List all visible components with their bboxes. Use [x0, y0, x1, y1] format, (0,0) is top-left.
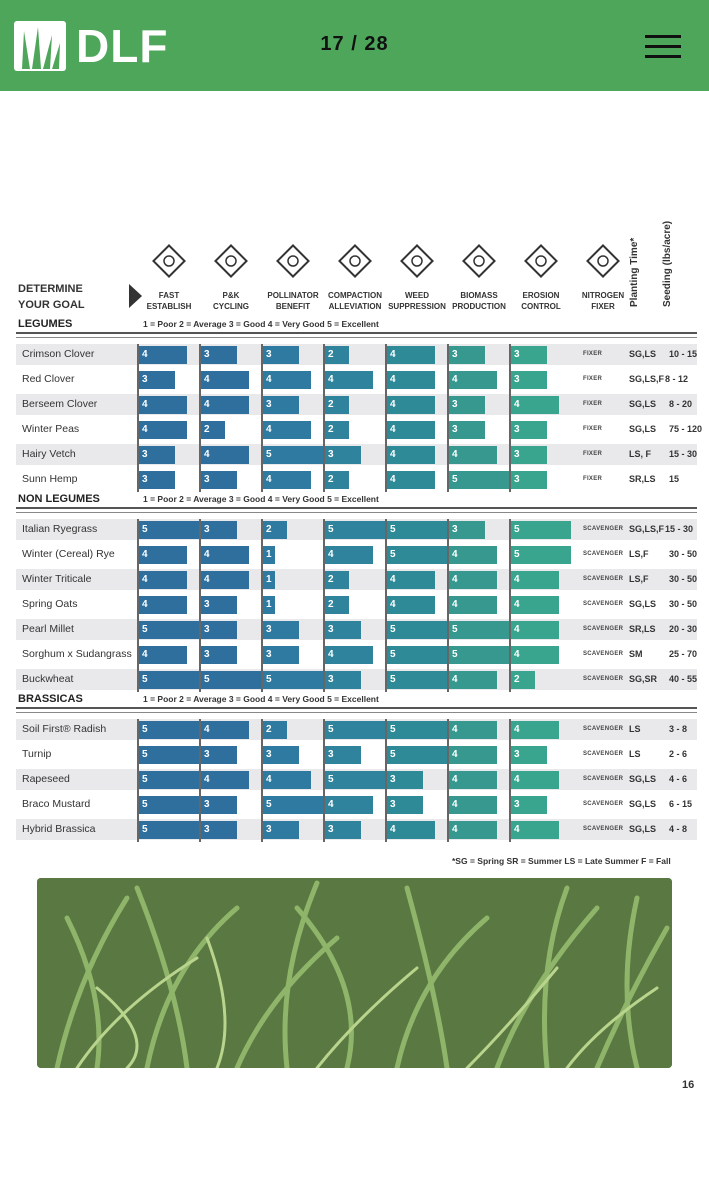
rating-bar: 4 — [263, 371, 311, 389]
column-separator — [509, 719, 511, 842]
rating-bar: 3 — [387, 796, 423, 814]
column-separator — [261, 719, 263, 842]
seeding-rate: 40 - 55 — [669, 674, 698, 684]
column-separator — [385, 719, 387, 842]
column-header-line: FIXER — [591, 302, 615, 311]
planting-time: LS — [629, 749, 641, 759]
rating-bar: 5 — [449, 646, 509, 664]
rating-bar: 4 — [449, 596, 497, 614]
rating-bar: 4 — [201, 546, 249, 564]
seeding-rate: 2 - 6 — [669, 749, 688, 759]
rating-bar: 5 — [263, 446, 323, 464]
planting-time: LS, F — [629, 449, 651, 459]
column-header — [571, 290, 635, 312]
rating-bar: 5 — [387, 546, 447, 564]
rating-bar: 2 — [201, 421, 225, 439]
column-header-line: PRODUCTION — [452, 302, 506, 311]
role-label: SCAVENGER — [583, 526, 624, 532]
rating-bar: 4 — [325, 371, 373, 389]
column-header-line: WEED — [405, 291, 429, 300]
rating-bar: 5 — [263, 796, 323, 814]
seeding-rate: 4 - 8 — [669, 824, 688, 834]
rating-bar: 4 — [325, 546, 373, 564]
rating-bar: 2 — [325, 471, 349, 489]
logo-text: DLF — [76, 20, 169, 72]
rating-bar: 4 — [449, 446, 497, 464]
planting-time: SM — [629, 649, 643, 659]
page-indicator: 17 / 28 — [320, 33, 389, 55]
rating-bar: 3 — [263, 746, 299, 764]
role-label: FIXER — [583, 351, 603, 357]
rating-bar: 3 — [263, 346, 299, 364]
column-header-line: CONTROL — [521, 302, 561, 311]
column-separator — [137, 719, 139, 842]
season-footnote: *SG = Spring SR = Summer LS = Late Summer F = Fall — [452, 856, 671, 866]
column-header-line: SUPPRESSION — [388, 302, 446, 311]
rating-bar: 5 — [139, 746, 199, 764]
planting-time: LS — [629, 724, 641, 734]
crop-name: Italian Ryegrass — [22, 523, 98, 535]
column-separator — [261, 519, 263, 692]
planting-time-header: Planting Time* — [629, 237, 640, 307]
column-separator — [199, 344, 201, 492]
page-number: 16 — [682, 1079, 695, 1091]
planting-time: SG,LS — [629, 824, 657, 834]
section-rule — [16, 512, 697, 513]
rating-bar: 5 — [325, 771, 385, 789]
rating-bar: 4 — [449, 371, 497, 389]
rating-bar: 4 — [201, 396, 249, 414]
rating-bar: 5 — [263, 671, 323, 689]
crop-name: Pearl Millet — [22, 623, 74, 635]
seeding-rate: 8 - 20 — [669, 399, 693, 409]
crop-name: Winter Triticale — [22, 573, 92, 585]
rating-bar: 2 — [325, 421, 349, 439]
planting-time: SG,LS,F — [629, 524, 665, 534]
rating-bar: 3 — [325, 446, 361, 464]
rating-bar: 3 — [201, 746, 237, 764]
rating-bar: 2 — [511, 671, 535, 689]
rating-bar: 2 — [263, 721, 287, 739]
rating-bar: 3 — [325, 621, 361, 639]
rating-bar: 4 — [449, 771, 497, 789]
section-title: NON LEGUMES — [18, 493, 100, 505]
rating-bar: 4 — [387, 821, 435, 839]
column-header-line: P&K — [222, 291, 240, 300]
crop-name: Rapeseed — [22, 773, 70, 785]
erosion-icon — [523, 243, 559, 279]
rating-bar: 3 — [511, 421, 547, 439]
section-rule — [16, 332, 697, 334]
rating-bar: 4 — [201, 446, 249, 464]
seeding-rate: 8 - 12 — [665, 374, 689, 384]
rating-bar: 3 — [325, 671, 361, 689]
column-header-line: ESTABLISH — [146, 302, 192, 311]
recycle-icon — [213, 243, 249, 279]
seeding-rate: 30 - 50 — [669, 599, 698, 609]
crop-name: Soil First® Radish — [22, 723, 107, 735]
planting-time: SG,LS — [629, 349, 657, 359]
section-rule — [16, 507, 697, 509]
column-header-line: ALLEVIATION — [328, 302, 382, 311]
rating-bar: 4 — [511, 721, 559, 739]
seeding-rate: 3 - 8 — [669, 724, 688, 734]
column-header-line: NITROGEN — [581, 291, 625, 300]
rating-bar: 4 — [139, 346, 187, 364]
rating-bar: 4 — [201, 371, 249, 389]
role-label: FIXER — [583, 376, 603, 382]
rating-bar: 3 — [449, 346, 485, 364]
column-separator — [323, 519, 325, 692]
seeding-rate: 75 - 120 — [669, 424, 703, 434]
rating-bar: 5 — [139, 821, 199, 839]
column-separator — [509, 344, 511, 492]
rating-bar: 3 — [325, 746, 361, 764]
seeding-rate: 4 - 6 — [669, 774, 688, 784]
column-header-line: COMPACTION — [327, 291, 383, 300]
column-separator — [137, 519, 139, 692]
column-header-line: FAST — [158, 291, 180, 300]
rating-bar: 3 — [201, 521, 237, 539]
weed-icon — [399, 243, 435, 279]
rating-bar: 5 — [387, 746, 447, 764]
rating-bar: 5 — [511, 546, 571, 564]
seeding-rate: 15 - 30 — [669, 449, 698, 459]
column-header — [137, 290, 201, 312]
seeding-rate: 20 - 30 — [669, 624, 698, 634]
rating-bar: 4 — [511, 771, 559, 789]
rating-bar: 3 — [139, 471, 175, 489]
rating-bar: 3 — [511, 796, 547, 814]
document-page — [0, 91, 709, 1200]
rating-bar: 4 — [325, 646, 373, 664]
role-label: SCAVENGER — [583, 576, 624, 582]
rating-bar: 3 — [511, 446, 547, 464]
rating-bar: 3 — [325, 821, 361, 839]
rating-bar: 1 — [263, 596, 275, 614]
column-header — [509, 290, 573, 312]
section-title: BRASSICAS — [18, 693, 83, 705]
rating-bar: 5 — [387, 721, 447, 739]
rating-bar: 5 — [201, 671, 261, 689]
sprout-icon — [151, 243, 187, 279]
role-label: FIXER — [583, 451, 603, 457]
rating-bar: 4 — [201, 771, 249, 789]
role-label: SCAVENGER — [583, 601, 624, 607]
role-label: SCAVENGER — [583, 751, 624, 757]
rating-bar: 4 — [139, 421, 187, 439]
column-header — [261, 290, 325, 312]
rating-bar: 5 — [387, 671, 447, 689]
rating-bar: 4 — [511, 571, 559, 589]
rating-bar: 5 — [139, 671, 199, 689]
goal-label: DETERMINE — [18, 283, 83, 295]
column-separator — [323, 719, 325, 842]
rating-bar: 3 — [511, 471, 547, 489]
section-rule — [16, 337, 697, 338]
rating-bar: 3 — [511, 346, 547, 364]
rating-bar: 3 — [449, 421, 485, 439]
column-separator — [261, 344, 263, 492]
role-label: SCAVENGER — [583, 776, 624, 782]
column-separator — [323, 344, 325, 492]
rating-bar: 4 — [449, 721, 497, 739]
section-rule — [16, 707, 697, 709]
column-header — [385, 290, 449, 312]
rating-bar: 4 — [325, 796, 373, 814]
rating-bar: 4 — [263, 471, 311, 489]
planting-time: LS,F — [629, 574, 649, 584]
rating-bar: 5 — [449, 621, 509, 639]
rating-bar: 3 — [201, 821, 237, 839]
rating-bar: 4 — [449, 746, 497, 764]
crop-name: Spring Oats — [22, 598, 78, 610]
crop-name: Braco Mustard — [22, 798, 91, 810]
rating-bar: 4 — [511, 646, 559, 664]
rating-bar: 3 — [511, 746, 547, 764]
rating-bar: 4 — [449, 796, 497, 814]
rating-bar: 2 — [325, 396, 349, 414]
column-separator — [509, 519, 511, 692]
role-label: SCAVENGER — [583, 651, 624, 657]
seeding-rate: 25 - 70 — [669, 649, 698, 659]
role-label: SCAVENGER — [583, 726, 624, 732]
seeding-header: Seeding (lbs/acre) — [662, 220, 673, 307]
role-label: SCAVENGER — [583, 676, 624, 682]
seeding-rate: 30 - 50 — [669, 574, 698, 584]
soil-icon — [337, 243, 373, 279]
top-bar — [0, 0, 709, 91]
rating-bar: 3 — [201, 346, 237, 364]
rating-bar: 5 — [139, 796, 199, 814]
rating-legend: 1 = Poor 2 = Average 3 = Good 4 = Very Good 5 = Excellent — [143, 319, 379, 329]
section-title: LEGUMES — [18, 318, 73, 330]
role-label: FIXER — [583, 426, 603, 432]
rating-bar: 3 — [387, 771, 423, 789]
rating-bar: 4 — [139, 396, 187, 414]
column-separator — [447, 519, 449, 692]
crop-name: Crimson Clover — [22, 348, 95, 360]
rating-bar: 3 — [263, 646, 299, 664]
crop-name: Turnip — [22, 748, 52, 760]
column-header-line: EROSION — [522, 291, 560, 300]
planting-time: SR,LS — [629, 624, 656, 634]
column-separator — [199, 719, 201, 842]
crop-name: Sorghum x Sudangrass — [22, 648, 132, 660]
rating-bar: 4 — [387, 571, 435, 589]
rating-bar: 3 — [201, 471, 237, 489]
column-header-line: POLLINATOR — [267, 291, 319, 300]
rating-bar: 5 — [139, 721, 199, 739]
section-rule — [16, 712, 697, 713]
rating-bar: 1 — [263, 571, 275, 589]
rating-bar: 5 — [325, 721, 385, 739]
role-label: SCAVENGER — [583, 801, 624, 807]
crop-name: Berseem Clover — [22, 398, 98, 410]
column-header-line: BENEFIT — [275, 302, 311, 311]
rating-bar: 4 — [511, 621, 559, 639]
rating-bar: 5 — [387, 521, 447, 539]
planting-time: SR,LS — [629, 474, 656, 484]
rating-bar: 4 — [139, 596, 187, 614]
column-separator — [385, 344, 387, 492]
nitrogen-icon — [585, 243, 621, 279]
rating-bar: 5 — [449, 471, 509, 489]
column-separator — [385, 519, 387, 692]
rating-bar: 2 — [325, 571, 349, 589]
rating-bar: 3 — [263, 821, 299, 839]
rating-bar: 4 — [139, 646, 187, 664]
seeding-rate: 10 - 15 — [669, 349, 698, 359]
crop-name: Winter (Cereal) Rye — [22, 548, 115, 560]
rating-bar: 3 — [263, 396, 299, 414]
hamburger-menu-icon[interactable] — [645, 33, 683, 61]
rating-bar: 3 — [449, 521, 485, 539]
rating-bar: 2 — [325, 596, 349, 614]
column-header — [323, 290, 387, 312]
rating-bar: 4 — [449, 571, 497, 589]
role-label: FIXER — [583, 476, 603, 482]
rating-bar: 2 — [263, 521, 287, 539]
planting-time: SG,LS — [629, 799, 657, 809]
rating-bar: 5 — [139, 621, 199, 639]
goal-label: YOUR GOAL — [18, 299, 85, 311]
column-header-line: CYCLING — [213, 302, 249, 311]
role-label: SCAVENGER — [583, 826, 624, 832]
column-separator — [447, 719, 449, 842]
rating-legend: 1 = Poor 2 = Average 3 = Good 4 = Very Good 5 = Excellent — [143, 694, 379, 704]
rating-bar: 4 — [387, 371, 435, 389]
biomass-icon — [461, 243, 497, 279]
crop-name: Hybrid Brassica — [22, 823, 96, 835]
rating-bar: 3 — [201, 621, 237, 639]
crop-name: Buckwheat — [22, 673, 74, 685]
crop-name: Hairy Vetch — [22, 448, 76, 460]
planting-time: LS,F — [629, 549, 649, 559]
crop-photo — [37, 878, 672, 1068]
rating-bar: 4 — [201, 571, 249, 589]
rating-bar: 3 — [511, 371, 547, 389]
column-header-line: BIOMASS — [460, 291, 498, 300]
rating-bar: 4 — [511, 396, 559, 414]
rating-bar: 3 — [139, 371, 175, 389]
rating-bar: 3 — [263, 621, 299, 639]
column-separator — [137, 344, 139, 492]
planting-time: SG,LS — [629, 424, 657, 434]
rating-bar: 4 — [387, 596, 435, 614]
rating-bar: 4 — [387, 396, 435, 414]
rating-bar: 4 — [449, 546, 497, 564]
rating-bar: 4 — [449, 671, 497, 689]
planting-time: SG,LS — [629, 599, 657, 609]
rating-bar: 3 — [139, 446, 175, 464]
rating-bar: 5 — [511, 521, 571, 539]
rating-bar: 4 — [387, 446, 435, 464]
rating-bar: 5 — [387, 621, 447, 639]
crop-name: Red Clover — [22, 373, 75, 385]
crop-name: Sunn Hemp — [22, 473, 78, 485]
column-separator — [447, 344, 449, 492]
seeding-rate: 30 - 50 — [669, 549, 698, 559]
bee-icon — [275, 243, 311, 279]
rating-bar: 3 — [449, 396, 485, 414]
rating-bar: 5 — [325, 521, 385, 539]
rating-bar: 4 — [387, 471, 435, 489]
role-label: SCAVENGER — [583, 626, 624, 632]
rating-bar: 4 — [263, 771, 311, 789]
rating-bar: 4 — [263, 421, 311, 439]
planting-time: SG,LS — [629, 399, 657, 409]
column-separator — [199, 519, 201, 692]
rating-bar: 4 — [139, 546, 187, 564]
column-header — [447, 290, 511, 312]
rating-bar: 4 — [449, 821, 497, 839]
crop-name: Winter Peas — [22, 423, 80, 435]
rating-bar: 5 — [139, 771, 199, 789]
planting-time: SG,SR — [629, 674, 658, 684]
seeding-rate: 15 - 30 — [665, 524, 694, 534]
seeding-rate: 6 - 15 — [669, 799, 693, 809]
rating-bar: 3 — [201, 646, 237, 664]
rating-bar: 5 — [387, 646, 447, 664]
seeding-rate: 15 — [669, 474, 680, 484]
role-label: SCAVENGER — [583, 551, 624, 557]
rating-bar: 4 — [511, 596, 559, 614]
rating-bar: 5 — [139, 521, 199, 539]
rating-bar: 4 — [201, 721, 249, 739]
rating-bar: 1 — [263, 546, 275, 564]
rating-legend: 1 = Poor 2 = Average 3 = Good 4 = Very Good 5 = Excellent — [143, 494, 379, 504]
planting-time: SG,LS — [629, 774, 657, 784]
column-header — [199, 290, 263, 312]
rating-bar: 4 — [511, 821, 559, 839]
planting-time: SG,LS,F — [629, 374, 665, 384]
role-label: FIXER — [583, 401, 603, 407]
rating-bar: 4 — [387, 421, 435, 439]
rating-bar: 3 — [201, 796, 237, 814]
rating-bar: 3 — [201, 596, 237, 614]
rating-bar: 2 — [325, 346, 349, 364]
rating-bar: 4 — [139, 571, 187, 589]
rating-bar: 4 — [387, 346, 435, 364]
